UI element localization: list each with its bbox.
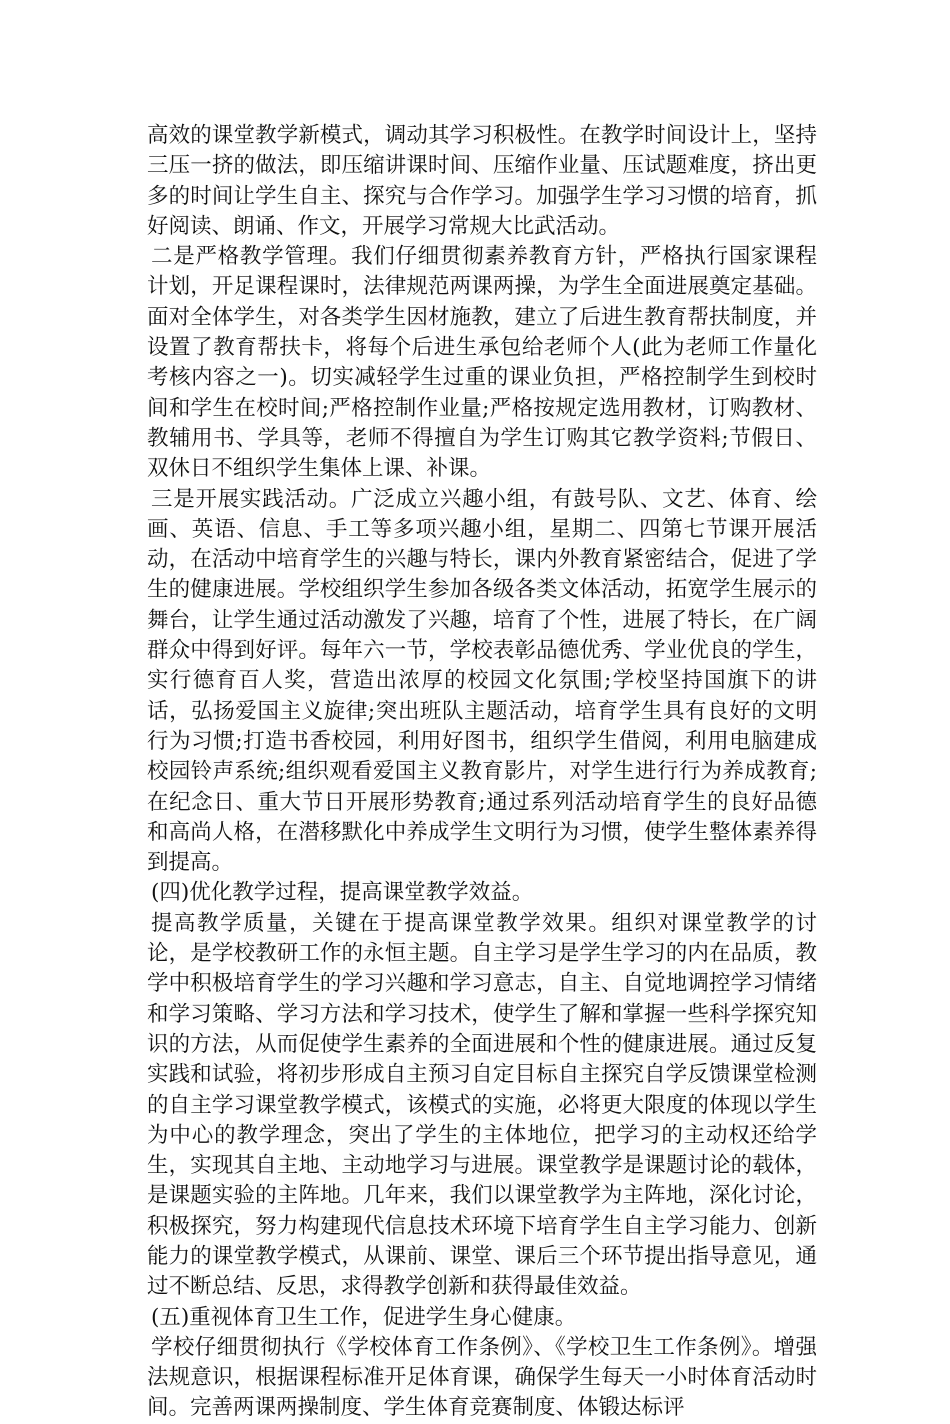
section-heading-5: (五)重视体育卫生工作，促进学生身心健康。 [151, 1304, 577, 1330]
paragraph-teaching-model: 高效的课堂教学新模式，调动其学习积极性。在教学时间设计上，坚持三压一挤的做法，即压缩讲课时间、压缩作业量、压试题难度，挤出更多的时间让学生自主、探究与合作学习。加强学生学习习惯的培育，抓好阅读、朗诵、作文，开展学习常规大比武活动。 [147, 123, 817, 239]
paragraph-physical-health: 学校仔细贯彻执行《学校体育工作条例》、《学校卫生工作条例》。增强法规意识，根据课程标准开足体育课，确保学生每天一小时体育活动时间。完善两课两操制度、学生体育竞赛制度、体锻达标评 [147, 1334, 817, 1421]
paragraph-strict-management: 二是严格教学管理。我们仔细贯彻素养教育方针，严格执行国家课程计划，开足课程课时，法律规范两课两操，为学生全面进展奠定基础。面对全体学生，对各类学生因材施教，建立了后进生教育帮扶制度，并设置了教育帮扶卡，将每个后进生承包给老师个人(此为老师工作量化考核内容之一)。切实减轻学生过重的课业负担，严格控制学生到校时间和学生在校时间;严格控制作业量;严格按规定选用教材，订购教材、教辅用书、学具等，老师不得擅自为学生订购其它教学资料;节假日、双休日不组织学生集体上课、补课。 [147, 244, 817, 482]
section-heading-4: (四)优化教学过程，提高课堂教学效益。 [151, 880, 534, 906]
paragraph-classroom-efficiency: 提高教学质量，关键在于提高课堂教学效果。组织对课堂教学的讨论，是学校教研工作的永恒主题。自主学习是学生学习的内在品质，教学中积极培育学生的学习兴趣和学习意志，自主、自觉地调控学习情绪和学习策略、学习方法和学习技术，使学生了解和掌握一些科学探究知识的方法，从而促使学生素养的全面进展和个性的健康进展。通过反复实践和试验，将初步形成自主预习自定目标自主探究自学反馈课堂检测的自主学习课堂教学模式，该模式的实施，必将更大限度的体现以学生为中心的教学理念，突出了学生的主体地位，把学习的主动权还给学生，实现其自主地、主动地学习与进展。课堂教学是课题讨论的载体，是课题实验的主阵地。几年来，我们以课堂教学为主阵地，深化讨论，积极探究，努力构建现代信息技术环境下培育学生自主学习能力、创新能力的课堂教学模式，从课前、课堂、课后三个环节提出指导意见，通过不断总结、反思，求得教学创新和获得最佳效益。 [147, 910, 817, 1300]
document-page [147, 121, 817, 1424]
paragraph-practice-activities: 三是开展实践活动。广泛成立兴趣小组，有鼓号队、文艺、体育、绘画、英语、信息、手工等多项兴趣小组，星期二、四第七节课开展活动，在活动中培育学生的兴趣与特长，课内外教育紧密结合，促进了学生的健康进展。学校组织学生参加各级各类文体活动，拓宽学生展示的舞台，让学生通过活动激发了兴趣，培育了个性，进展了特长，在广阔群众中得到好评。每年六一节，学校表彰品德优秀、学业优良的学生，实行德育百人奖，营造出浓厚的校园文化氛围;学校坚持国旗下的讲话，弘扬爱国主义旋律;突出班队主题活动，培育学生具有良好的文明行为习惯;打造书香校园，利用好图书，组织学生借阅，利用电脑建成校园铃声系统;组织观看爱国主义教育影片，对学生进行行为养成教育;在纪念日、重大节日开展形势教育;通过系列活动培育学生的良好品德和高尚人格，在潜移默化中养成学生文明行为习惯，使学生整体素养得到提高。 [147, 486, 817, 876]
